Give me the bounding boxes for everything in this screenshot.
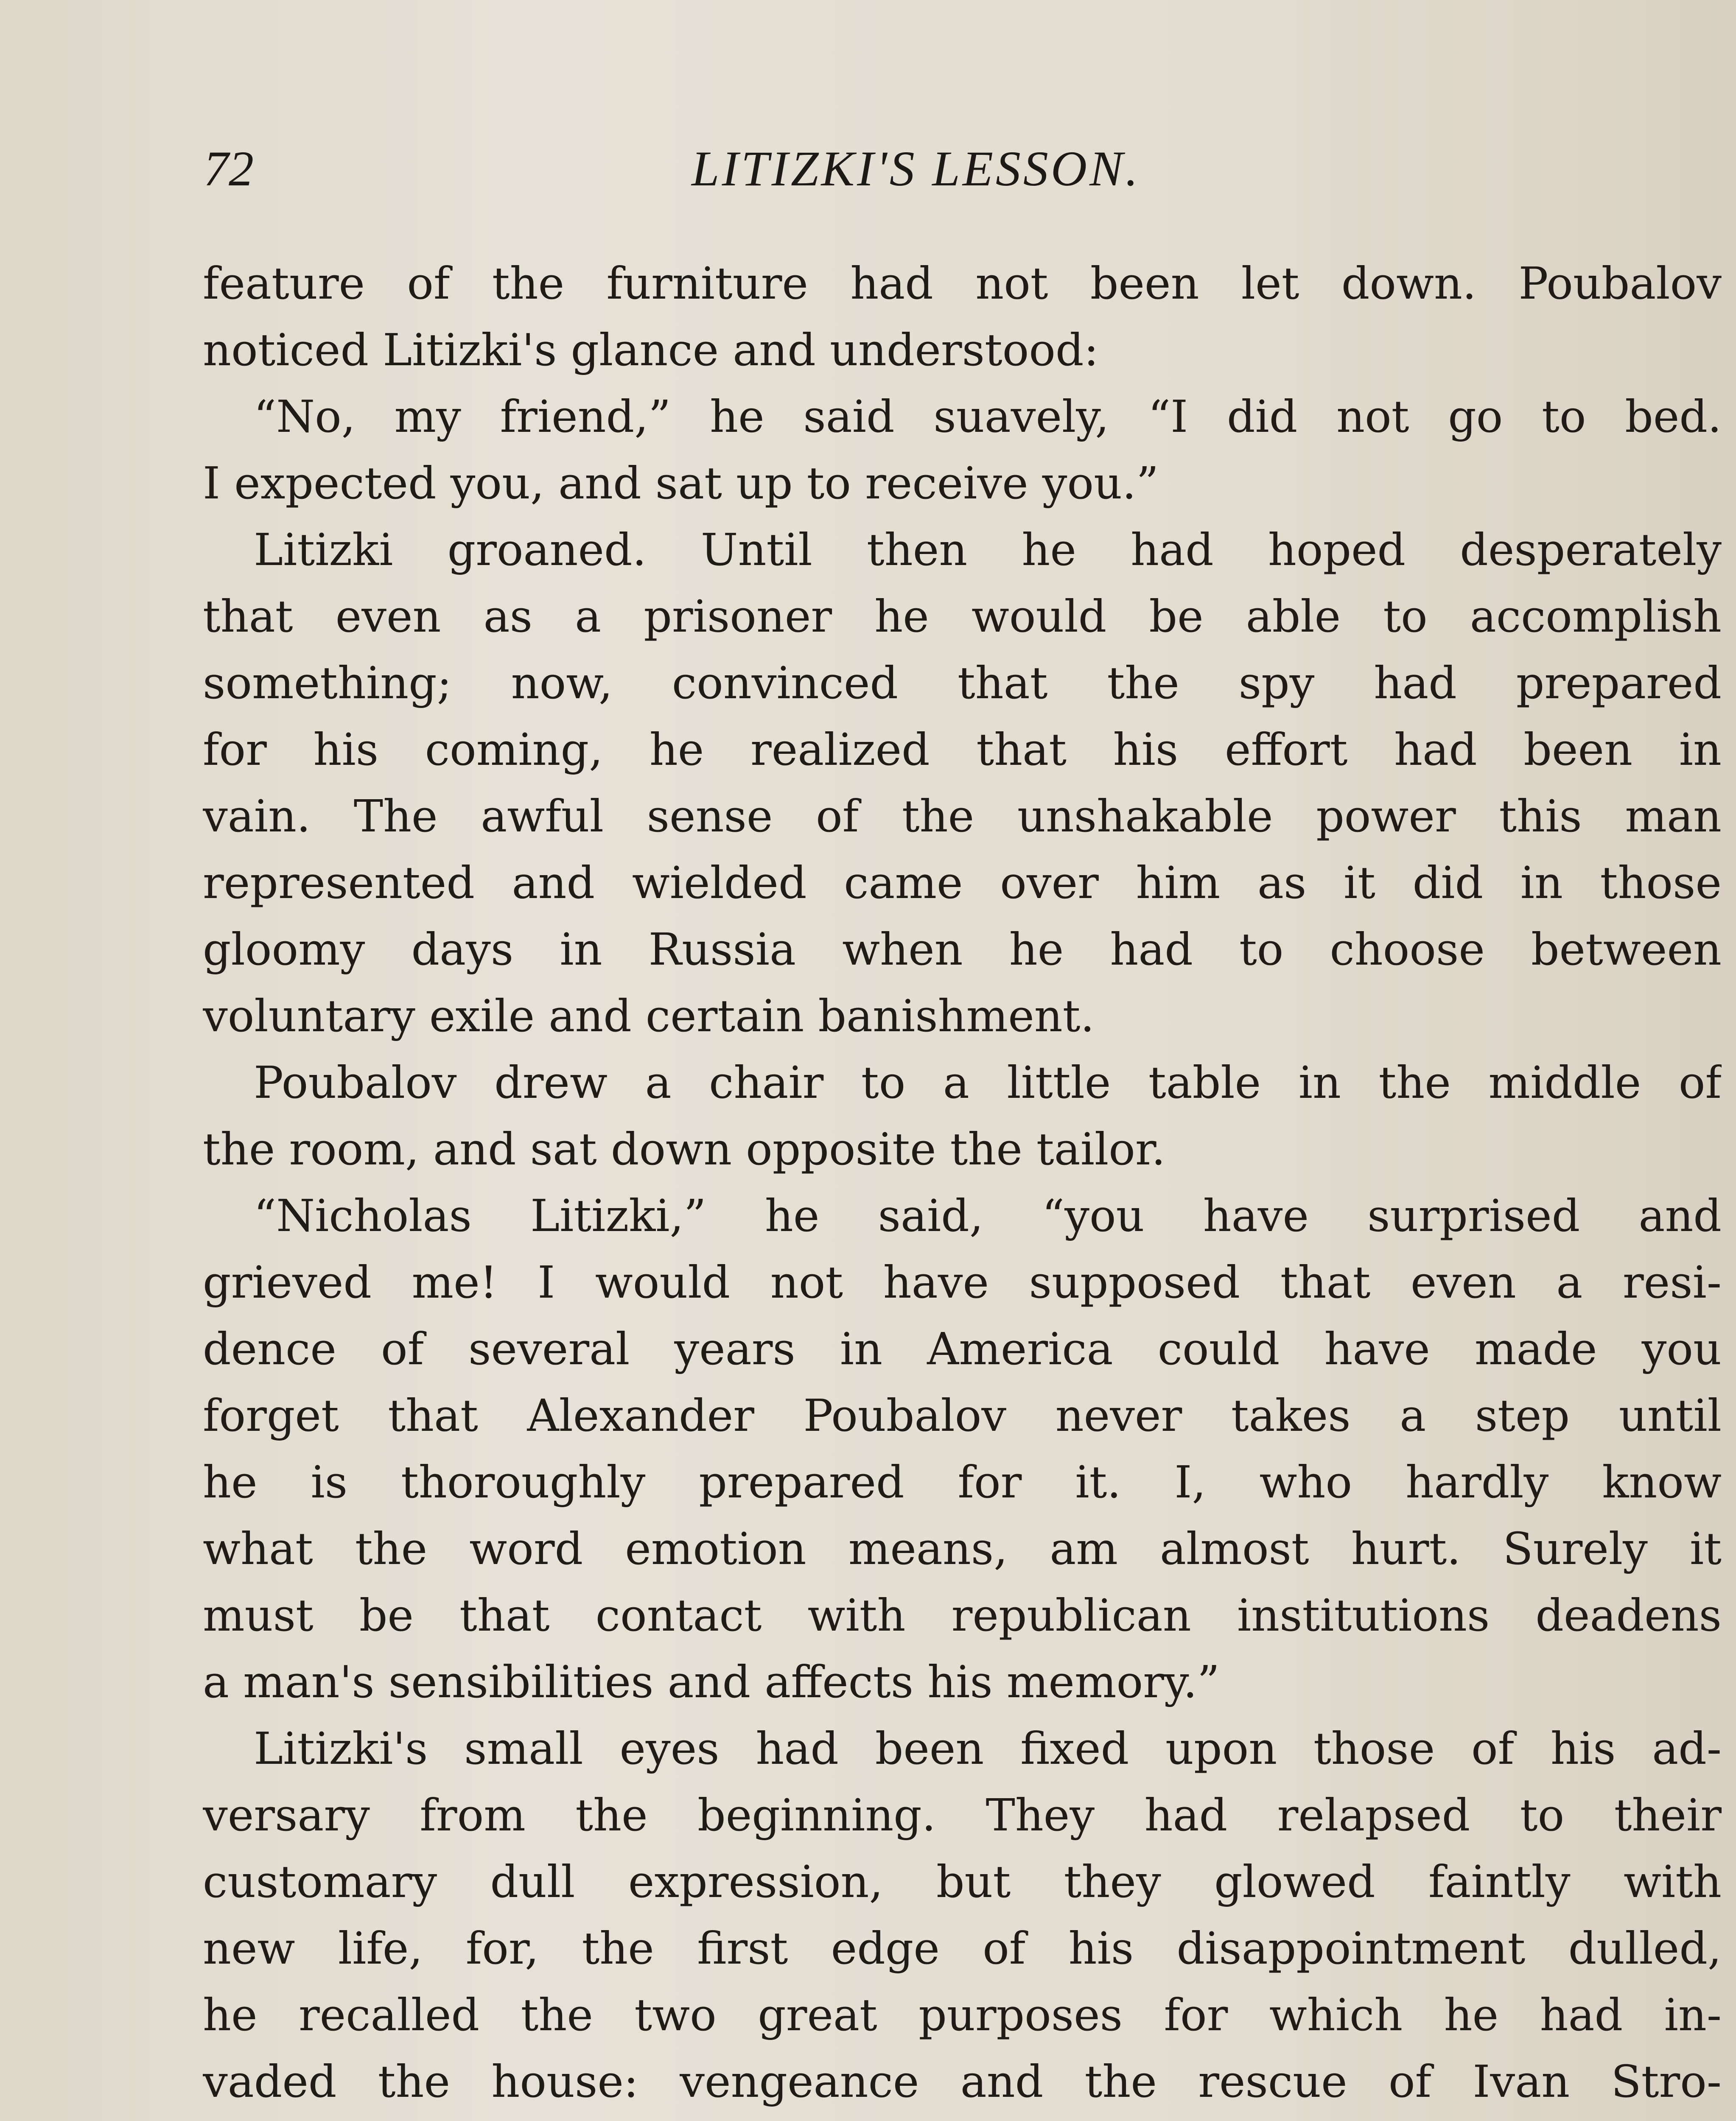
- text-line: must be that contact with republican institutions deadens: [203, 1589, 1722, 1641]
- text-line: new life, for, the first edge of his disappointment dulled,: [203, 1922, 1722, 1974]
- text-line: customary dull expression, but they glowed faintly with: [203, 1856, 1722, 1908]
- text-line: vain. The awful sense of the unshakable power this man: [203, 790, 1722, 842]
- text-line: something; now, convinced that the spy had prepared: [203, 657, 1722, 709]
- text-line: grieved me! I would not have supposed that even a resi-: [203, 1256, 1722, 1308]
- text-line: what the word emotion means, am almost hurt. Surely it: [203, 1523, 1722, 1575]
- running-head: LITIZKI'S LESSON.: [692, 141, 1141, 196]
- text-line: “No, my friend,” he said suavely, “I did not go to bed.: [254, 391, 1722, 442]
- body-text: [203, 250, 1722, 2121]
- page-number: 72: [204, 141, 254, 196]
- text-line: noticed Litizki's glance and understood:: [203, 324, 1099, 376]
- text-line: dence of several years in America could have made you: [203, 1323, 1722, 1375]
- text-line: voluntary exile and certain banishment.: [203, 990, 1095, 1042]
- text-line: vaded the house: vengeance and the rescue of Ivan Stro-: [203, 2056, 1722, 2107]
- text-line: feature of the furniture had not been let down. Poubalov: [203, 257, 1722, 309]
- text-line: Litizki groaned. Until then he had hoped desperately: [254, 524, 1722, 576]
- text-line: the room, and sat down opposite the tailor.: [203, 1123, 1166, 1175]
- text-line: gloomy days in Russia when he had to choose between: [203, 923, 1722, 975]
- text-line: a man's sensibilities and affects his memory.”: [203, 1656, 1220, 1708]
- text-line: forget that Alexander Poubalov never takes a step until: [203, 1390, 1722, 1441]
- text-line: he recalled the two great purposes for which he had in-: [203, 1989, 1722, 2041]
- text-line: versary from the beginning. They had relapsed to their: [203, 1789, 1722, 1841]
- text-line: Litizki's small eyes had been fixed upon those of his ad-: [254, 1723, 1722, 1774]
- page-header: [204, 140, 1714, 208]
- text-line: represented and wielded came over him as it did in those: [203, 857, 1722, 909]
- text-line: [203, 2115, 1722, 2121]
- text-line: he is thoroughly prepared for it. I, who hardly know: [203, 1456, 1722, 1508]
- text-line: Poubalov drew a chair to a little table in the middle of: [254, 1057, 1722, 1108]
- text-line: “Nicholas Litizki,” he said, “you have surprised and: [254, 1190, 1722, 1242]
- text-line: for his coming, he realized that his effort had been in: [203, 724, 1722, 775]
- text-line: that even as a prisoner he would be able to accomplish: [203, 590, 1722, 642]
- text-line: I expected you, and sat up to receive you.”: [203, 457, 1159, 509]
